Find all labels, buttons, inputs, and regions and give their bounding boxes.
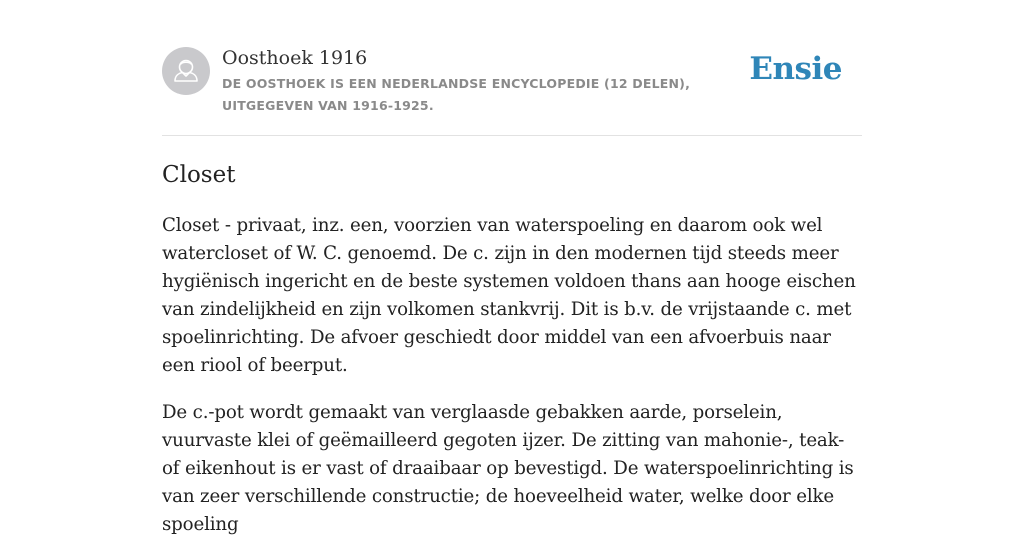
source-avatar[interactable] (162, 47, 210, 95)
source-title[interactable]: Oosthoek 1916 (222, 47, 368, 69)
entry-body (162, 212, 862, 558)
user-silhouette-icon (162, 47, 210, 95)
entry-paragraph: De c.-pot wordt gemaakt van verglaasde gebakken aarde, porselein, vuurvaste klei of geëmailleerd gegoten ijzer. De zitting van mahonie-, teak- of eikenhout is er vast of draaibaar op bevestigd. De waterspoelinrichting is van zeer verschillende constructie; de hoeveelheid water, welke door elke spoeling (162, 402, 854, 535)
brand-logo[interactable]: Ensie (749, 51, 842, 87)
source-description: DE OOSTHOEK IS EEN NEDERLANDSE ENCYCLOPEDIE (12 DELEN), UITGEGEVEN VAN 1916-1925. (222, 76, 691, 113)
entry-title: Closet (162, 162, 236, 188)
source-header (162, 46, 862, 136)
header-divider (162, 135, 862, 136)
entry-paragraph: Closet - privaat, inz. een, voorzien van waterspoeling en daarom ook wel watercloset of W. C. genoemd. De c. zijn in den modernen tijd steeds meer hygiënisch ingericht en de beste systemen voldoen thans aan hooge eischen van zindelijkheid en zijn volkomen stankvrij. Dit is b.v. de vrijstaande c. met spoelinrichting. De afvoer geschiedt door middel van een afvoerbuis naar een riool of beerput. (162, 215, 856, 376)
